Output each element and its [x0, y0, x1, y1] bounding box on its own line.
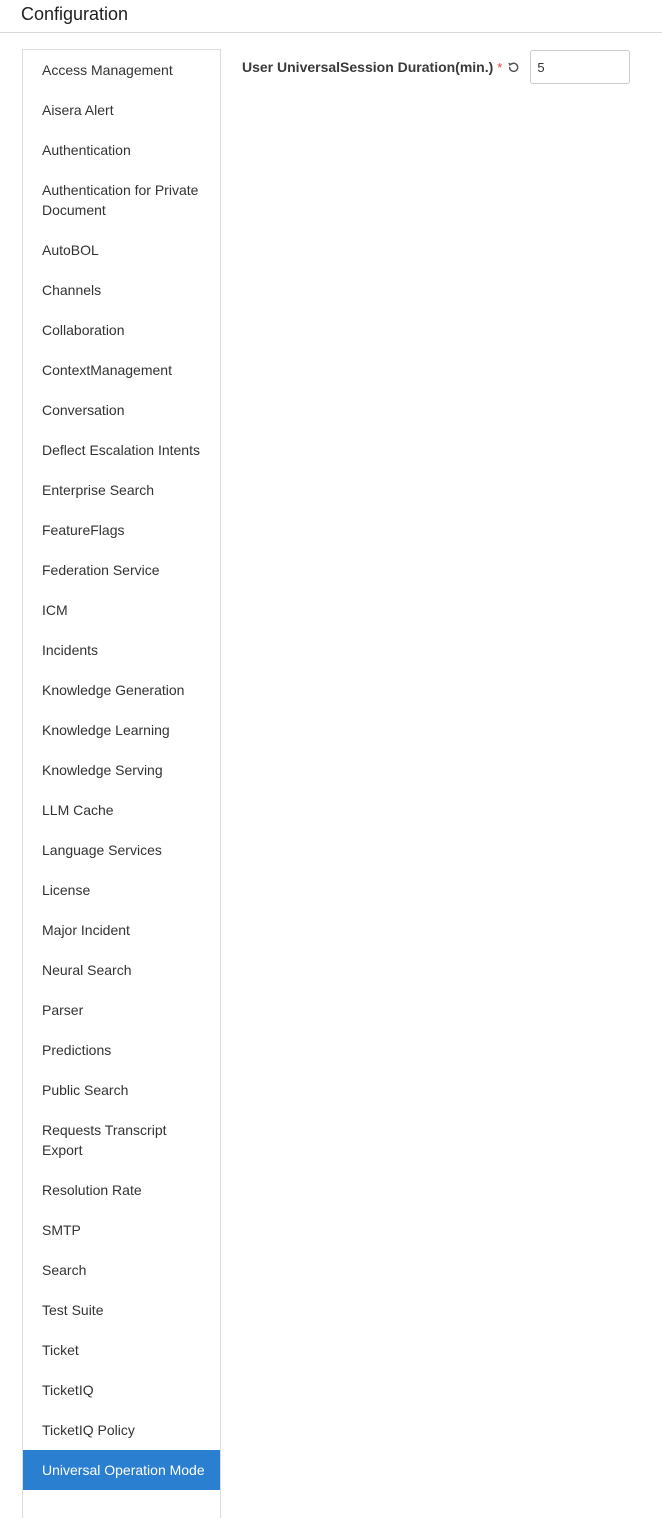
sidebar-item-test-suite[interactable]: Test Suite — [42, 1302, 104, 1318]
sidebar-item-access-management[interactable]: Access Management — [42, 62, 173, 78]
sidebar-item-knowledge-learning[interactable]: Knowledge Learning — [42, 722, 170, 738]
sidebar-item-llm-cache[interactable]: LLM Cache — [42, 802, 114, 818]
sidebar-item-channels[interactable]: Channels — [42, 282, 102, 298]
config-sidebar — [22, 49, 221, 1518]
sidebar-item-authentication-for-private-document[interactable]: Authentication for Private Document — [42, 182, 199, 218]
sidebar-list — [23, 50, 220, 1490]
sidebar-item-parser[interactable]: Parser — [42, 1002, 84, 1018]
sidebar-item-collaboration[interactable]: Collaboration — [42, 322, 125, 338]
sidebar-item-smtp[interactable]: SMTP — [42, 1222, 81, 1238]
sidebar-item-license[interactable]: License — [42, 882, 91, 898]
sidebar-item-icm[interactable]: ICM — [42, 602, 68, 618]
sidebar-item-autobol[interactable]: AutoBOL — [42, 242, 99, 258]
sidebar-item-requests-transcript-export[interactable]: Requests Transcript Export — [42, 1122, 167, 1158]
sidebar-item-neural-search[interactable]: Neural Search — [42, 962, 132, 978]
sidebar-item-aisera-alert[interactable]: Aisera Alert — [42, 102, 114, 118]
session-duration-field — [242, 50, 630, 84]
sidebar-item-authentication[interactable]: Authentication — [42, 142, 131, 158]
sidebar-item-knowledge-generation[interactable]: Knowledge Generation — [42, 682, 185, 698]
sidebar-item-featureflags[interactable]: FeatureFlags — [42, 522, 125, 538]
reset-icon[interactable] — [506, 60, 520, 74]
sidebar-item-resolution-rate[interactable]: Resolution Rate — [42, 1182, 142, 1198]
sidebar-item-ticket[interactable]: Ticket — [42, 1342, 79, 1358]
sidebar-item-federation-service[interactable]: Federation Service — [42, 562, 160, 578]
sidebar-item-conversation[interactable]: Conversation — [42, 402, 125, 418]
sidebar-item-incidents[interactable]: Incidents — [42, 642, 99, 658]
sidebar-item-knowledge-serving[interactable]: Knowledge Serving — [42, 762, 163, 778]
sidebar-item-contextmanagement[interactable]: ContextManagement — [42, 362, 172, 378]
session-duration-input[interactable] — [530, 50, 630, 84]
page-header — [0, 0, 662, 33]
sidebar-item-predictions[interactable]: Predictions — [42, 1042, 112, 1058]
sidebar-item-ticketiq-policy[interactable]: TicketIQ Policy — [42, 1422, 135, 1438]
sidebar-item-enterprise-search[interactable]: Enterprise Search — [42, 482, 155, 498]
sidebar-item-language-services[interactable]: Language Services — [42, 842, 162, 858]
sidebar-item-universal-operation-mode[interactable]: Universal Operation Mode — [22, 1450, 221, 1490]
sidebar-item-public-search[interactable]: Public Search — [42, 1082, 129, 1098]
session-duration-label: User UniversalSession Duration(min.) — [242, 59, 494, 75]
sidebar-item-search[interactable]: Search — [42, 1262, 87, 1278]
page-title: Configuration — [21, 4, 129, 24]
sidebar-item-deflect-escalation-intents[interactable]: Deflect Escalation Intents — [42, 442, 200, 458]
required-mark: * — [497, 59, 503, 75]
sidebar-item-major-incident[interactable]: Major Incident — [42, 922, 130, 938]
sidebar-item-ticketiq[interactable]: TicketIQ — [42, 1382, 94, 1398]
